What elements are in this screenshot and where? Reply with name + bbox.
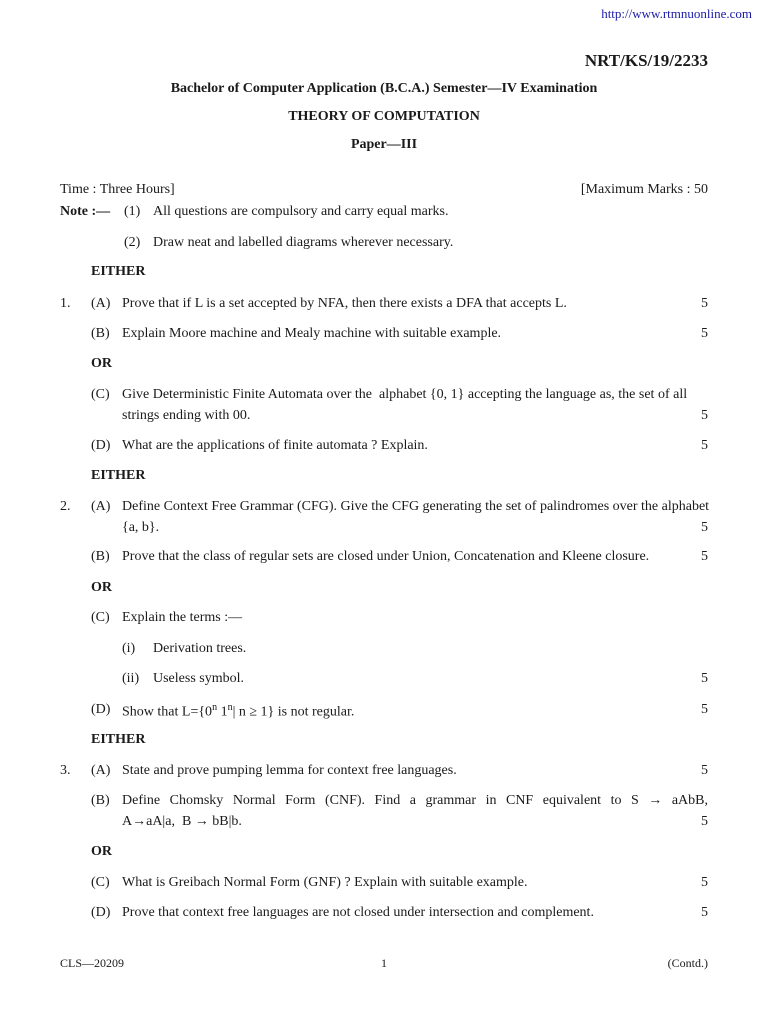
expr-post: | n ≥ 1} is not regular. bbox=[232, 704, 355, 720]
paper-code: NRT/KS/19/2233 bbox=[584, 51, 708, 70]
sub-part-label: (ii) bbox=[122, 671, 140, 686]
time-label: Time : Three Hours] bbox=[60, 182, 175, 197]
superscript-n: n bbox=[212, 702, 218, 713]
part-label: (B) bbox=[91, 326, 110, 341]
part-label: (D) bbox=[91, 702, 111, 717]
or-heading: OR bbox=[91, 580, 112, 595]
note-num-2: (2) bbox=[124, 235, 141, 250]
source-url[interactable]: http://www.rtmnuonline.com bbox=[601, 6, 752, 21]
or-heading: OR bbox=[91, 356, 112, 371]
note-label: Note :— bbox=[60, 204, 111, 219]
question-text: Prove that context free languages are not closed under intersection and complement. bbox=[122, 905, 594, 920]
marks: 5 bbox=[701, 520, 708, 535]
either-heading: EITHER bbox=[91, 732, 146, 747]
paper-number: Paper—III bbox=[350, 137, 418, 152]
question-text-cont: A→aA|a, B → bB|b. bbox=[122, 814, 242, 829]
marks: 5 bbox=[701, 408, 708, 423]
question-text: What are the applications of finite automata ? Explain. bbox=[122, 438, 428, 453]
page-number: 1 bbox=[381, 956, 387, 970]
continued-label: (Contd.) bbox=[667, 956, 708, 970]
or-heading: OR bbox=[91, 844, 112, 859]
question-text-cont: {a, b}. bbox=[122, 520, 160, 535]
part-label: (B) bbox=[91, 793, 110, 808]
note-text-1: All questions are compulsory and carry equal marks. bbox=[153, 204, 449, 219]
marks: 5 bbox=[701, 875, 708, 890]
marks: 5 bbox=[701, 671, 708, 686]
marks: 5 bbox=[701, 438, 708, 453]
either-heading: EITHER bbox=[91, 264, 146, 279]
question-text: What is Greibach Normal Form (GNF) ? Explain with suitable example. bbox=[122, 875, 528, 890]
question-number: 3. bbox=[60, 763, 71, 778]
question-number: 1. bbox=[60, 296, 71, 311]
either-heading: EITHER bbox=[91, 468, 146, 483]
question-text: Give Deterministic Finite Automata over the alphabet {0, 1} accepting the language as, the set of all bbox=[122, 387, 688, 402]
footer-code: CLS—20209 bbox=[60, 956, 125, 970]
part-label: (A) bbox=[91, 296, 111, 311]
part-label: (A) bbox=[91, 763, 111, 778]
part-label: (C) bbox=[91, 387, 110, 402]
sub-part-label: (i) bbox=[122, 641, 136, 656]
marks: 5 bbox=[701, 326, 708, 341]
question-text bbox=[122, 702, 354, 721]
expr-pre: Show that L={0 bbox=[122, 704, 213, 720]
note-text-2: Draw neat and labelled diagrams wherever necessary. bbox=[153, 235, 454, 250]
marks: 5 bbox=[701, 296, 708, 311]
superscript-n: n bbox=[227, 702, 233, 713]
part-label: (C) bbox=[91, 610, 110, 625]
marks: 5 bbox=[701, 549, 708, 564]
sub-part-text: Useless symbol. bbox=[153, 671, 244, 686]
question-number: 2. bbox=[60, 499, 71, 514]
marks: 5 bbox=[701, 905, 708, 920]
part-label: (D) bbox=[91, 905, 111, 920]
question-text: Prove that if L is a set accepted by NFA, then there exists a DFA that accepts L. bbox=[122, 296, 567, 311]
part-label: (C) bbox=[91, 875, 110, 890]
sub-part-text: Derivation trees. bbox=[153, 641, 247, 656]
expr-mid: 1 bbox=[217, 704, 228, 720]
part-label: (A) bbox=[91, 499, 111, 514]
marks: 5 bbox=[701, 702, 708, 717]
question-text: Explain Moore machine and Mealy machine with suitable example. bbox=[122, 326, 502, 341]
question-text: State and prove pumping lemma for context free languages. bbox=[122, 763, 457, 778]
max-marks-label: [Maximum Marks : 50 bbox=[580, 182, 708, 197]
marks: 5 bbox=[701, 814, 708, 829]
note-num-1: (1) bbox=[124, 204, 141, 219]
part-label: (D) bbox=[91, 438, 111, 453]
question-text: Explain the terms :— bbox=[122, 610, 243, 625]
question-text-cont: strings ending with 00. bbox=[122, 408, 251, 423]
exam-title: Bachelor of Computer Application (B.C.A.) Semester—IV Examination bbox=[170, 81, 598, 96]
marks: 5 bbox=[701, 763, 708, 778]
subject-title: THEORY OF COMPUTATION bbox=[288, 109, 480, 124]
question-text: Prove that the class of regular sets are closed under Union, Concatenation and Kleene closure. bbox=[122, 549, 650, 564]
part-label: (B) bbox=[91, 549, 110, 564]
question-text: Define Context Free Grammar (CFG). Give the CFG generating the set of palindromes over the alphabet bbox=[122, 499, 710, 514]
question-text: Define Chomsky Normal Form (CNF). Find a grammar in CNF equivalent to S → aAbB, bbox=[122, 793, 708, 808]
